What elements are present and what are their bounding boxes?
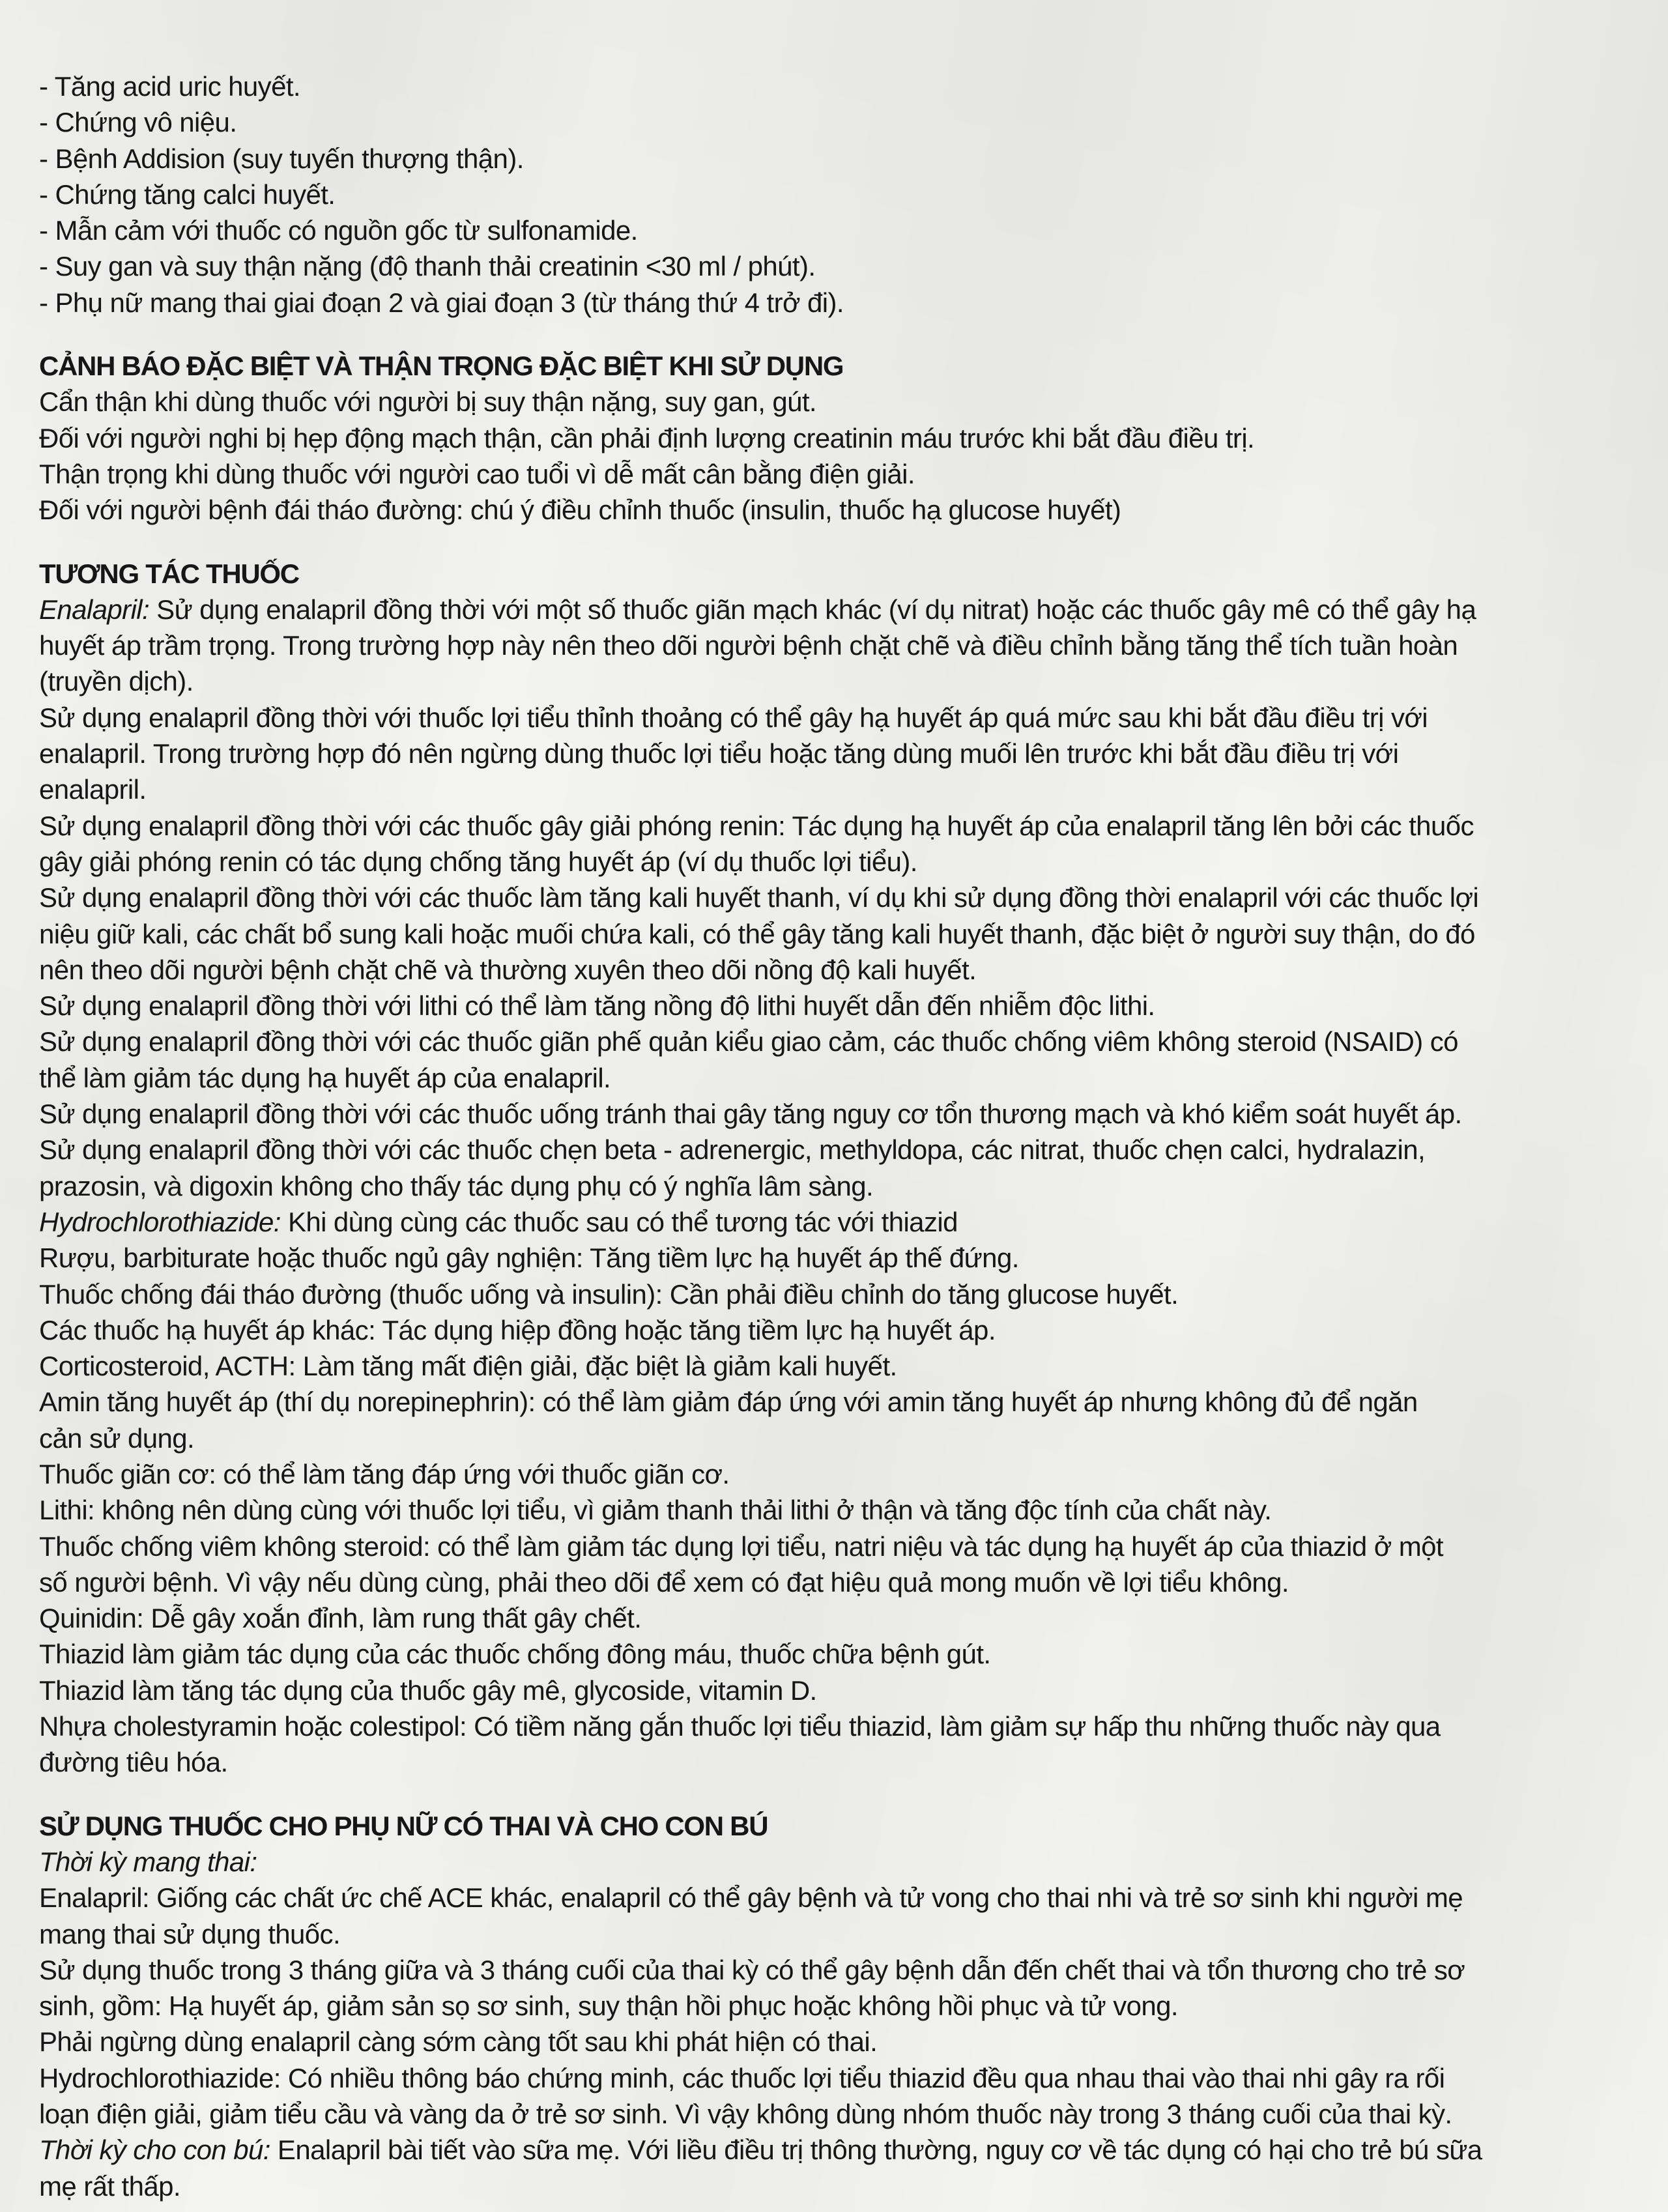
paragraph-line: Quinidin: Dễ gây xoắn đỉnh, làm rung thất gây chết. xyxy=(39,1603,642,1634)
paragraph-line: Đối với người bệnh đái tháo đường: chú ý điều chỉnh thuốc (insulin, thuốc hạ glucose huyết) xyxy=(39,495,1121,526)
paragraph-line: Sử dụng enalapril đồng thời với các thuốc gây giải phóng renin: Tác dụng hạ huyết áp của enalapril tăng lên bởi các thuốc xyxy=(39,810,1474,841)
drug-label: Enalapril: xyxy=(39,594,150,625)
list-item: - Chứng tăng calci huyết. xyxy=(39,179,336,210)
paragraph-line: Sử dụng enalapril đồng thời với các thuốc làm tăng kali huyết thanh, ví dụ khi sử dụng đồng thời enalapril với các thuốc lợi xyxy=(39,882,1479,913)
subsection-label: Thời kỳ mang thai: xyxy=(39,1846,257,1877)
paragraph-line: enalapril. Trong trường hợp đó nên ngừng dùng thuốc lợi tiểu hoặc tăng dùng muối lên trước khi bắt đầu điều trị với xyxy=(39,738,1399,769)
paragraph-line: Corticosteroid, ACTH: Làm tăng mất điện giải, đặc biệt là giảm kali huyết. xyxy=(39,1351,897,1382)
paragraph-line: Đối với người nghi bị hẹp động mạch thận, cần phải định lượng creatinin máu trước khi bắt đầu điều trị. xyxy=(39,422,1255,453)
list-item: - Bệnh Addision (suy tuyến thượng thận). xyxy=(39,143,524,174)
paragraph-line: sinh, gồm: Hạ huyết áp, giảm sản sọ sơ sinh, suy thận hồi phục hoặc không hồi phục và tử vong. xyxy=(39,1990,1179,2022)
paragraph-line: Thận trọng khi dùng thuốc với người cao tuổi vì dễ mất cân bằng điện giải. xyxy=(39,458,915,489)
interactions-section xyxy=(39,556,1557,1781)
paragraph-line: mang thai sử dụng thuốc. xyxy=(39,1918,341,1949)
section-heading: TƯƠNG TÁC THUỐC xyxy=(39,558,299,589)
section-heading: SỬ DỤNG THUỐC CHO PHỤ NỮ CÓ THAI VÀ CHO CON BÚ xyxy=(39,1810,768,1841)
document-body xyxy=(39,68,1557,2204)
pregnancy-section xyxy=(39,1808,1557,2204)
paragraph-line: Enalapril: Sử dụng enalapril đồng thời với một số thuốc giãn mạch khác (ví dụ nitrat) hoặc các thuốc gây mê có thể gây hạ xyxy=(39,594,1476,625)
paragraph-line: gây giải phóng renin có tác dụng chống tăng huyết áp (ví dụ thuốc lợi tiểu). xyxy=(39,846,917,877)
paragraph-line: Các thuốc hạ huyết áp khác: Tác dụng hiệp đồng hoặc tăng tiềm lực hạ huyết áp. xyxy=(39,1314,996,1345)
paragraph-line: thể làm giảm tác dụng hạ huyết áp của enalapril. xyxy=(39,1062,611,1093)
subsection-label: Thời kỳ cho con bú: xyxy=(39,2134,270,2166)
paragraph-line: Phải ngừng dùng enalapril càng sớm càng tốt sau khi phát hiện có thai. xyxy=(39,2026,878,2058)
paragraph-line: huyết áp trầm trọng. Trong trường hợp này nên theo dõi người bệnh chặt chẽ và điều chỉnh bằng tăng thể tích tuần hoàn xyxy=(39,630,1458,661)
list-item: - Mẫn cảm với thuốc có nguồn gốc từ sulfonamide. xyxy=(39,215,638,246)
paragraph-line: Sử dụng enalapril đồng thời với thuốc lợi tiểu thỉnh thoảng có thể gây hạ huyết áp quá mức sau khi bắt đầu điều trị với xyxy=(39,702,1428,733)
paragraph-line: prazosin, và digoxin không cho thấy tác dụng phụ có ý nghĩa lâm sàng. xyxy=(39,1170,874,1201)
paragraph-line: Sử dụng enalapril đồng thời với các thuốc giãn phế quản kiểu giao cảm, các thuốc chống viêm không steroid (NSAID) có xyxy=(39,1026,1458,1057)
warnings-section xyxy=(39,348,1557,528)
paragraph-line: Sử dụng enalapril đồng thời với các thuốc uống tránh thai gây tăng nguy cơ tổn thương mạch và khó kiểm soát huyết áp. xyxy=(39,1099,1462,1130)
paragraph-line: Thiazid làm giảm tác dụng của các thuốc chống đông máu, thuốc chữa bệnh gút. xyxy=(39,1639,991,1670)
paragraph-line: Amin tăng huyết áp (thí dụ norepinephrin): có thể làm giảm đáp ứng với amin tăng huyết áp nhưng không đủ để ngăn xyxy=(39,1386,1418,1418)
paragraph-line: Thuốc chống đái tháo đường (thuốc uống và insulin): Cần phải điều chỉnh do tăng glucose huyết. xyxy=(39,1278,1179,1310)
paragraph-line: (truyền dịch). xyxy=(39,666,194,697)
paragraph-line: Thiazid làm tăng tác dụng của thuốc gây mê, glycoside, vitamin D. xyxy=(39,1674,817,1706)
section-heading: CẢNH BÁO ĐẶC BIỆT VÀ THẬN TRỌNG ĐẶC BIỆT KHI SỬ DỤNG xyxy=(39,351,844,382)
paragraph-line: loạn điện giải, giảm tiểu cầu và vàng da ở trẻ sơ sinh. Vì vậy không dùng nhóm thuốc này trong 3 tháng cuối của thai kỳ. xyxy=(39,2099,1452,2130)
paragraph-line: Thời kỳ cho con bú: Enalapril bài tiết vào sữa mẹ. Với liều điều trị thông thường, nguy cơ về tác dụng có hại cho trẻ bú sữa xyxy=(39,2134,1482,2166)
drug-label: Hydrochlorothiazide: xyxy=(39,1206,281,1237)
paragraph-line: Thuốc chống viêm không steroid: có thể làm giảm tác dụng lợi tiểu, natri niệu và tác dụng hạ huyết áp của thiazid ở một xyxy=(39,1530,1443,1562)
paragraph-line: niệu giữ kali, các chất bổ sung kali hoặc muối chứa kali, có thể gây tăng kali huyết thanh, đặc biệt ở người suy thận, do đó xyxy=(39,918,1475,949)
paragraph-line: cản sử dụng. xyxy=(39,1422,195,1454)
paragraph-line: mẹ rất thấp. xyxy=(39,2170,180,2202)
list-item: - Suy gan và suy thận nặng (độ thanh thải creatinin <30 ml / phút). xyxy=(39,251,816,282)
paragraph-line: Sử dụng enalapril đồng thời với các thuốc chẹn beta - adrenergic, methyldopa, các nitrat, thuốc chẹn calci, hydralazin, xyxy=(39,1134,1426,1166)
list-item: - Chứng vô niệu. xyxy=(39,107,237,138)
contraindication-list xyxy=(39,68,1557,321)
paragraph-line: Thuốc giãn cơ: có thể làm tăng đáp ứng với thuốc giãn cơ. xyxy=(39,1458,730,1489)
paragraph-line: đường tiêu hóa. xyxy=(39,1747,228,1778)
paragraph-line: Sử dụng enalapril đồng thời với lithi có thể làm tăng nồng độ lithi huyết dẫn đến nhiễm độc lithi. xyxy=(39,990,1155,1022)
paragraph-line: enalapril. xyxy=(39,774,147,805)
paragraph-line: Cẩn thận khi dùng thuốc với người bị suy thận nặng, suy gan, gút. xyxy=(39,386,816,418)
paragraph-line: Lithi: không nên dùng cùng với thuốc lợi tiểu, vì giảm thanh thải lithi ở thận và tăng độc tính của chất này. xyxy=(39,1495,1272,1526)
paragraph-line: số người bệnh. Vì vậy nếu dùng cùng, phải theo dõi để xem có đạt hiệu quả mong muốn về lợi tiểu không. xyxy=(39,1566,1289,1598)
paragraph-line: Sử dụng thuốc trong 3 tháng giữa và 3 tháng cuối của thai kỳ có thể gây bệnh dẫn đến chết thai và tổn thương cho trẻ sơ xyxy=(39,1954,1465,1985)
paragraph-line: Rượu, barbiturate hoặc thuốc ngủ gây nghiện: Tăng tiềm lực hạ huyết áp thế đứng. xyxy=(39,1242,1019,1274)
paragraph-line: Hydrochlorothiazide: Có nhiều thông báo chứng minh, các thuốc lợi tiểu thiazid đều qua nhau thai vào thai nhi gây ra rối xyxy=(39,2062,1445,2093)
paragraph-line: Enalapril: Giống các chất ức chế ACE khác, enalapril có thể gây bệnh và tử vong cho thai nhi và trẻ sơ sinh khi người mẹ xyxy=(39,1882,1463,1914)
list-item: - Phụ nữ mang thai giai đoạn 2 và giai đoạn 3 (từ tháng thứ 4 trở đi). xyxy=(39,287,844,318)
paragraph-line: nên theo dõi người bệnh chặt chẽ và thường xuyên theo dõi nồng độ kali huyết. xyxy=(39,954,977,985)
paragraph-line: Hydrochlorothiazide: Khi dùng cùng các thuốc sau có thể tương tác với thiazid xyxy=(39,1206,958,1237)
list-item: - Tăng acid uric huyết. xyxy=(39,71,300,102)
paragraph-line: Nhựa cholestyramin hoặc colestipol: Có tiềm năng gắn thuốc lợi tiểu thiazid, làm giảm sự hấp thu những thuốc này qua xyxy=(39,1711,1441,1742)
